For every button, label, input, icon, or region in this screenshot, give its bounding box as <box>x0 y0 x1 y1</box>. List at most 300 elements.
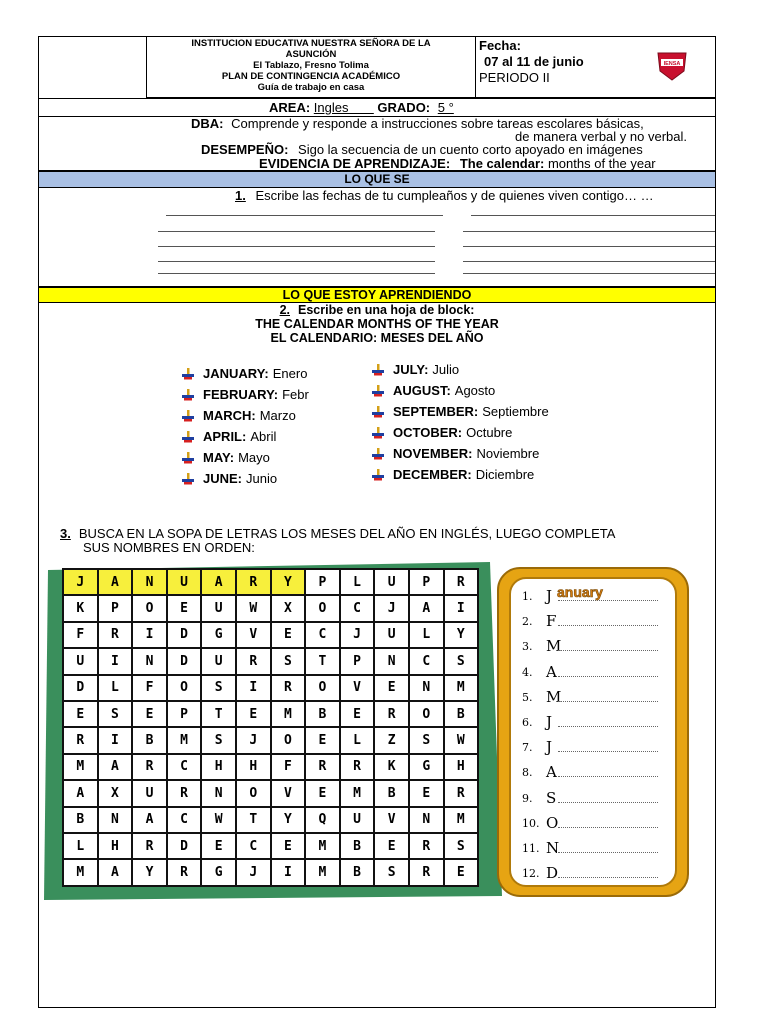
grid-letter[interactable]: D <box>63 675 98 701</box>
grid-letter[interactable]: I <box>98 727 133 753</box>
grid-row <box>63 727 478 753</box>
month-spanish: Marzo <box>259 408 296 423</box>
grid-letter[interactable]: R <box>98 622 133 648</box>
grid-letter[interactable]: E <box>63 701 98 727</box>
activity-number: 2. <box>279 303 290 317</box>
grid-letter[interactable]: M <box>167 727 202 753</box>
grid-letter[interactable]: A <box>409 595 444 621</box>
grid-letter[interactable]: C <box>167 754 202 780</box>
grid-letter[interactable]: S <box>444 833 479 859</box>
grid-letter[interactable]: O <box>409 701 444 727</box>
month-item <box>203 450 349 465</box>
grid-letter[interactable]: R <box>340 754 375 780</box>
grid-letter[interactable]: H <box>201 754 236 780</box>
grid-letter[interactable]: R <box>236 648 271 674</box>
grid-letter[interactable]: P <box>167 701 202 727</box>
grid-letter[interactable]: D <box>167 622 202 648</box>
grid-letter[interactable]: R <box>444 780 479 806</box>
wordsearch-grid <box>62 568 479 887</box>
month-english: SEPTEMBER: <box>393 404 479 419</box>
grid-letter[interactable]: E <box>305 727 340 753</box>
area-label: AREA: <box>269 100 311 115</box>
grid-letter[interactable]: K <box>374 754 409 780</box>
grid-letter[interactable]: R <box>374 701 409 727</box>
month-item <box>203 471 349 486</box>
grid-letter[interactable]: I <box>444 595 479 621</box>
month-english: DECEMBER: <box>393 467 472 482</box>
answer-number: 4. <box>522 665 533 679</box>
pin-bullet-icon <box>181 430 195 444</box>
grado-label: GRADO: <box>377 100 431 115</box>
grid-letter[interactable]: W <box>236 595 271 621</box>
grid-letter[interactable]: A <box>98 569 133 595</box>
activity-number: 3. <box>60 526 71 541</box>
grid-row <box>63 569 478 595</box>
grid-letter[interactable]: O <box>305 595 340 621</box>
evidencia-label: EVIDENCIA DE APRENDIZAJE <box>259 156 446 171</box>
grid-letter[interactable]: P <box>340 648 375 674</box>
grid-letter[interactable]: R <box>167 859 202 885</box>
activity-3-instructions <box>60 527 615 555</box>
grid-letter[interactable]: S <box>409 727 444 753</box>
answer-item[interactable] <box>522 739 662 759</box>
grid-letter[interactable]: O <box>167 675 202 701</box>
grid-letter[interactable]: N <box>374 648 409 674</box>
grid-letter[interactable]: C <box>340 595 375 621</box>
periodo-label: PERIODO II <box>479 70 550 85</box>
grid-letter[interactable]: R <box>271 675 306 701</box>
answer-blank-line[interactable] <box>558 701 658 702</box>
grid-row <box>63 754 478 780</box>
fecha-value: 07 al 11 de junio <box>484 54 584 69</box>
answer-number: 1. <box>522 590 533 603</box>
answer-item[interactable] <box>522 714 662 734</box>
month-spanish: Abril <box>250 429 277 444</box>
grid-letter[interactable]: I <box>98 648 133 674</box>
answer-initial: J <box>546 587 553 605</box>
answer-item[interactable] <box>522 815 662 835</box>
dba-text-cont: de manera verbal y no verbal. <box>515 129 687 144</box>
answer-item[interactable] <box>522 790 662 810</box>
grid-letter[interactable]: S <box>201 675 236 701</box>
grid-letter[interactable]: E <box>271 622 306 648</box>
grid-letter[interactable]: J <box>340 622 375 648</box>
answer-line[interactable] <box>158 246 435 247</box>
grid-letter[interactable]: S <box>444 648 479 674</box>
grid-letter[interactable]: Y <box>271 807 306 833</box>
month-item <box>393 425 512 440</box>
evidencia-bold: The calendar: <box>459 156 545 171</box>
section-lo-que-se <box>38 171 716 188</box>
grid-letter[interactable]: B <box>444 701 479 727</box>
answer-blank-line[interactable] <box>558 650 658 651</box>
grid-letter[interactable]: A <box>98 859 133 885</box>
grid-letter[interactable]: F <box>271 754 306 780</box>
grid-letter[interactable]: M <box>63 754 98 780</box>
month-item <box>393 467 534 482</box>
school-name-line: INSTITUCION EDUCATIVA NUESTRA SEÑORA DE LA <box>191 38 431 49</box>
activity-number: 1. <box>235 188 246 203</box>
area-row <box>38 98 716 117</box>
grid-letter[interactable]: G <box>409 754 444 780</box>
grid-letter[interactable]: A <box>98 754 133 780</box>
answer-blank-line[interactable] <box>558 776 658 777</box>
month-spanish: Noviembre <box>476 446 540 461</box>
answer-item[interactable] <box>522 764 662 784</box>
grid-letter[interactable]: L <box>340 569 375 595</box>
grid-letter[interactable]: R <box>63 727 98 753</box>
answer-line[interactable] <box>463 261 715 262</box>
month-item <box>393 383 495 398</box>
grid-letter[interactable]: W <box>201 807 236 833</box>
grid-row <box>63 807 478 833</box>
pin-bullet-icon <box>181 388 195 402</box>
answer-initial: A <box>546 763 557 782</box>
grid-letter[interactable]: B <box>305 701 340 727</box>
grid-letter[interactable]: S <box>374 859 409 885</box>
grid-letter[interactable]: Z <box>374 727 409 753</box>
grid-letter[interactable]: R <box>409 859 444 885</box>
month-spanish: Mayo <box>238 450 270 465</box>
grid-letter[interactable]: L <box>409 622 444 648</box>
month-english: APRIL: <box>203 429 247 444</box>
calendar-title-es: EL CALENDARIO: MESES DEL AÑO <box>270 331 484 345</box>
grid-letter[interactable]: M <box>305 833 340 859</box>
grid-letter[interactable]: G <box>201 622 236 648</box>
section-aprendiendo <box>38 287 716 303</box>
month-spanish: Enero <box>272 366 308 381</box>
grid-letter[interactable]: M <box>444 675 479 701</box>
answer-item[interactable] <box>522 613 662 633</box>
grid-letter[interactable]: T <box>201 701 236 727</box>
grid-letter[interactable]: P <box>305 569 340 595</box>
grid-letter[interactable]: R <box>305 754 340 780</box>
pin-bullet-icon <box>371 426 385 440</box>
grid-letter[interactable]: F <box>132 675 167 701</box>
grid-letter[interactable]: E <box>444 859 479 885</box>
grid-letter[interactable]: M <box>305 859 340 885</box>
answer-blank-line[interactable] <box>558 852 658 853</box>
answer-blank-line[interactable] <box>558 751 658 752</box>
grid-letter[interactable]: R <box>444 569 479 595</box>
answer-number: 7. <box>522 741 533 755</box>
month-item <box>393 404 549 419</box>
month-english: JUNE: <box>203 471 243 486</box>
answer-line[interactable] <box>158 231 435 232</box>
answer-number: 2. <box>522 615 533 629</box>
answer-initial: M <box>546 637 562 656</box>
month-english: MAY: <box>203 450 235 465</box>
grid-letter[interactable]: E <box>132 701 167 727</box>
grid-row <box>63 833 478 859</box>
grid-letter[interactable]: E <box>340 701 375 727</box>
pin-bullet-icon <box>371 384 385 398</box>
grid-letter[interactable]: E <box>167 595 202 621</box>
grid-letter[interactable]: C <box>409 648 444 674</box>
grid-letter[interactable]: B <box>340 859 375 885</box>
answer-number: 3. <box>522 640 533 654</box>
pin-bullet-icon <box>181 367 195 381</box>
answer-blank-line[interactable] <box>558 877 658 878</box>
answer-blank-line[interactable] <box>558 726 658 727</box>
school-location: El Tablazo, Fresno Tolima <box>253 60 369 71</box>
school-logo <box>654 47 690 83</box>
grid-letter[interactable]: E <box>374 833 409 859</box>
grid-row <box>63 622 478 648</box>
month-english: MARCH: <box>203 408 256 423</box>
grid-letter[interactable]: A <box>63 780 98 806</box>
grid-letter[interactable]: J <box>374 595 409 621</box>
grid-letter[interactable]: U <box>132 780 167 806</box>
grid-letter[interactable]: L <box>340 727 375 753</box>
school-name-line: ASUNCIÓN <box>285 49 337 60</box>
guide-title: Guía de trabajo en casa <box>257 82 365 93</box>
grid-letter[interactable]: X <box>98 780 133 806</box>
answer-number: 12. <box>522 867 540 881</box>
grid-letter[interactable]: C <box>167 807 202 833</box>
grado-value: 5 ° <box>437 100 454 115</box>
grid-letter[interactable]: K <box>63 595 98 621</box>
month-english: JULY: <box>393 362 429 377</box>
grid-letter[interactable]: V <box>340 675 375 701</box>
grid-letter[interactable]: N <box>409 675 444 701</box>
grid-letter[interactable]: R <box>132 754 167 780</box>
answer-line[interactable] <box>463 273 715 274</box>
answer-number: 6. <box>522 716 533 729</box>
answer-item[interactable] <box>522 865 662 885</box>
grid-letter[interactable]: S <box>271 648 306 674</box>
grid-letter[interactable]: X <box>271 595 306 621</box>
grid-letter[interactable]: T <box>305 648 340 674</box>
grid-row <box>63 648 478 674</box>
grid-row <box>63 675 478 701</box>
grid-letter[interactable]: M <box>340 780 375 806</box>
month-english: NOVEMBER: <box>393 446 473 461</box>
answer-line[interactable] <box>158 273 435 274</box>
grid-letter[interactable]: J <box>236 859 271 885</box>
grid-letter[interactable]: J <box>236 727 271 753</box>
grid-letter[interactable]: R <box>167 780 202 806</box>
grid-letter[interactable]: O <box>132 595 167 621</box>
answer-item[interactable] <box>522 584 662 608</box>
instruction-text: Escribe en una hoja de block: <box>298 303 475 317</box>
grid-letter[interactable]: M <box>271 701 306 727</box>
answer-initial: J <box>546 713 553 731</box>
answer-line[interactable] <box>471 215 715 216</box>
grid-letter[interactable]: M <box>444 807 479 833</box>
date-box <box>476 36 716 98</box>
answer-line[interactable] <box>463 231 715 232</box>
month-spanish: Septiembre <box>482 404 549 419</box>
grid-letter[interactable]: B <box>374 780 409 806</box>
month-item <box>203 408 349 423</box>
answer-blank-line[interactable] <box>558 600 658 601</box>
grid-letter[interactable]: H <box>444 754 479 780</box>
section-title: LO QUE ESTOY APRENDIENDO <box>282 288 472 302</box>
desempeno-label: DESEMPEÑO: <box>201 142 289 157</box>
grid-letter[interactable]: I <box>236 675 271 701</box>
grid-letter[interactable]: N <box>132 648 167 674</box>
month-spanish: Julio <box>432 362 460 377</box>
month-item <box>203 366 349 381</box>
grid-letter[interactable]: T <box>236 807 271 833</box>
grid-letter[interactable]: R <box>409 833 444 859</box>
answer-number: 8. <box>522 766 533 780</box>
answer-initial: S <box>546 788 557 807</box>
grid-letter[interactable]: B <box>63 807 98 833</box>
month-item <box>203 429 349 444</box>
dba-text: Comprende y responde a instrucciones sobre tareas escolares básicas, <box>231 116 644 131</box>
pin-bullet-icon <box>371 468 385 482</box>
answer-number: 11. <box>522 842 540 855</box>
month-english: AUGUST: <box>393 383 451 398</box>
grid-letter[interactable]: H <box>236 754 271 780</box>
grid-letter[interactable]: U <box>201 595 236 621</box>
grid-letter[interactable]: V <box>374 807 409 833</box>
objectives-block: DBA: Comprende y responde a instrucciones sobre tareas escolares básicas, de manera verbal y no verbal. DESEMPEÑO: Sigo la secuencia de un cuento corto apoyado en imágenes EVIDENCIA DE APRENDIZAJE: The calendar: months of the year <box>38 117 716 171</box>
grid-letter[interactable]: F <box>63 622 98 648</box>
grid-letter[interactable]: U <box>340 807 375 833</box>
grid-letter[interactable]: Y <box>444 622 479 648</box>
grid-letter[interactable]: O <box>236 780 271 806</box>
grid-letter[interactable]: L <box>63 833 98 859</box>
grid-letter[interactable]: D <box>167 648 202 674</box>
answer-initial: D <box>546 864 559 883</box>
answer-item[interactable] <box>522 664 662 684</box>
activity-3-text: BUSCA EN LA SOPA DE LETRAS LOS MESES DEL AÑO EN INGLÉS, LUEGO COMPLETA <box>78 526 616 541</box>
answer-initial: J <box>546 738 553 757</box>
month-item <box>393 362 459 377</box>
grid-letter[interactable]: N <box>201 780 236 806</box>
grid-letter[interactable]: E <box>409 780 444 806</box>
grid-letter[interactable]: A <box>201 569 236 595</box>
answer-initial: A <box>546 662 557 681</box>
month-english: FEBRUARY: <box>203 387 279 402</box>
grid-letter[interactable]: V <box>271 780 306 806</box>
grid-letter[interactable]: H <box>98 833 133 859</box>
grid-letter[interactable]: O <box>271 727 306 753</box>
answer-blank-line[interactable] <box>558 625 658 626</box>
grid-letter[interactable]: A <box>132 807 167 833</box>
answer-blank-line[interactable] <box>558 802 658 803</box>
grid-letter[interactable]: E <box>201 833 236 859</box>
grid-letter[interactable]: B <box>132 727 167 753</box>
answer-line[interactable] <box>166 215 443 216</box>
plan-title: PLAN DE CONTINGENCIA ACADÉMICO <box>221 71 401 82</box>
grid-letter[interactable]: E <box>374 675 409 701</box>
desempeno-text: Sigo la secuencia de un cuento corto apoyado en imágenes <box>298 142 643 157</box>
month-spanish: Octubre <box>466 425 513 440</box>
month-item <box>203 387 349 402</box>
evidencia-text: months of the year <box>547 156 656 171</box>
answer-line[interactable] <box>463 246 715 247</box>
activity-3-text-cont: SUS NOMBRES EN ORDEN: <box>83 540 255 555</box>
grid-letter[interactable]: C <box>305 622 340 648</box>
grid-letter[interactable]: C <box>236 833 271 859</box>
grid-letter[interactable]: U <box>374 622 409 648</box>
answer-initial: N <box>546 839 560 857</box>
grid-letter[interactable]: P <box>409 569 444 595</box>
month-english: OCTOBER: <box>393 425 463 440</box>
area-value: Ingles <box>313 100 349 115</box>
grid-letter[interactable]: L <box>98 675 133 701</box>
answer-item[interactable] <box>522 840 662 860</box>
answer-initial: F <box>546 612 557 631</box>
grid-letter[interactable]: U <box>63 648 98 674</box>
grid-letter[interactable]: U <box>167 569 202 595</box>
answer-number: 10. <box>522 816 540 830</box>
section-title: LO QUE SE <box>344 172 410 186</box>
answer-blank-line[interactable] <box>558 827 658 828</box>
grid-letter[interactable]: U <box>201 648 236 674</box>
pin-bullet-icon <box>371 447 385 461</box>
school-header <box>146 36 476 98</box>
grid-row <box>63 701 478 727</box>
month-spanish: Agosto <box>454 383 496 398</box>
answer-item[interactable] <box>522 638 662 658</box>
grid-letter[interactable]: G <box>201 859 236 885</box>
answer-initial: M <box>546 687 562 706</box>
grid-row <box>63 859 478 885</box>
grid-letter[interactable]: O <box>305 675 340 701</box>
grid-letter[interactable]: E <box>271 833 306 859</box>
grid-letter[interactable]: Y <box>132 859 167 885</box>
grid-letter[interactable]: D <box>167 833 202 859</box>
grid-letter[interactable]: E <box>236 701 271 727</box>
grid-letter[interactable]: S <box>98 701 133 727</box>
answer-blank-line[interactable] <box>558 676 658 677</box>
month-spanish: Febr <box>282 387 309 402</box>
activity-text: Escribe las fechas de tu cumpleaños y de quienes viven contigo… … <box>255 188 654 203</box>
grid-letter[interactable]: N <box>409 807 444 833</box>
dba-label: DBA: <box>191 116 224 131</box>
grid-letter[interactable]: U <box>374 569 409 595</box>
grid-letter[interactable]: I <box>132 622 167 648</box>
grid-letter[interactable]: Y <box>271 569 306 595</box>
grid-letter[interactable]: E <box>305 780 340 806</box>
month-spanish: Junio <box>246 471 278 486</box>
grid-letter[interactable]: N <box>132 569 167 595</box>
pin-bullet-icon <box>371 405 385 419</box>
month-english: JANUARY: <box>203 366 269 381</box>
month-spanish: Diciembre <box>475 467 535 482</box>
answer-number: 5. <box>522 690 533 704</box>
fecha-label: Fecha: <box>479 38 521 53</box>
calendar-title-en: THE CALENDAR MONTHS OF THE YEAR <box>255 317 499 331</box>
grid-letter[interactable]: B <box>340 833 375 859</box>
grid-letter[interactable]: P <box>98 595 133 621</box>
grid-letter[interactable]: J <box>63 569 98 595</box>
grid-letter[interactable]: Q <box>305 807 340 833</box>
answer-line[interactable] <box>158 261 435 262</box>
logo-text: IENSA <box>663 61 681 67</box>
pin-bullet-icon <box>371 363 385 377</box>
answer-filled: anuary <box>557 584 603 600</box>
grid-letter[interactable]: I <box>271 859 306 885</box>
grid-row <box>63 595 478 621</box>
grid-letter[interactable]: R <box>132 833 167 859</box>
grid-letter[interactable]: W <box>444 727 479 753</box>
answer-item[interactable] <box>522 689 662 709</box>
grid-letter[interactable]: M <box>63 859 98 885</box>
answer-number: 9. <box>522 791 533 805</box>
grid-letter[interactable]: R <box>236 569 271 595</box>
grid-letter[interactable]: V <box>236 622 271 648</box>
pin-bullet-icon <box>181 472 195 486</box>
grid-letter[interactable]: N <box>98 807 133 833</box>
answer-initial: O <box>546 813 559 832</box>
grid-letter[interactable]: S <box>201 727 236 753</box>
